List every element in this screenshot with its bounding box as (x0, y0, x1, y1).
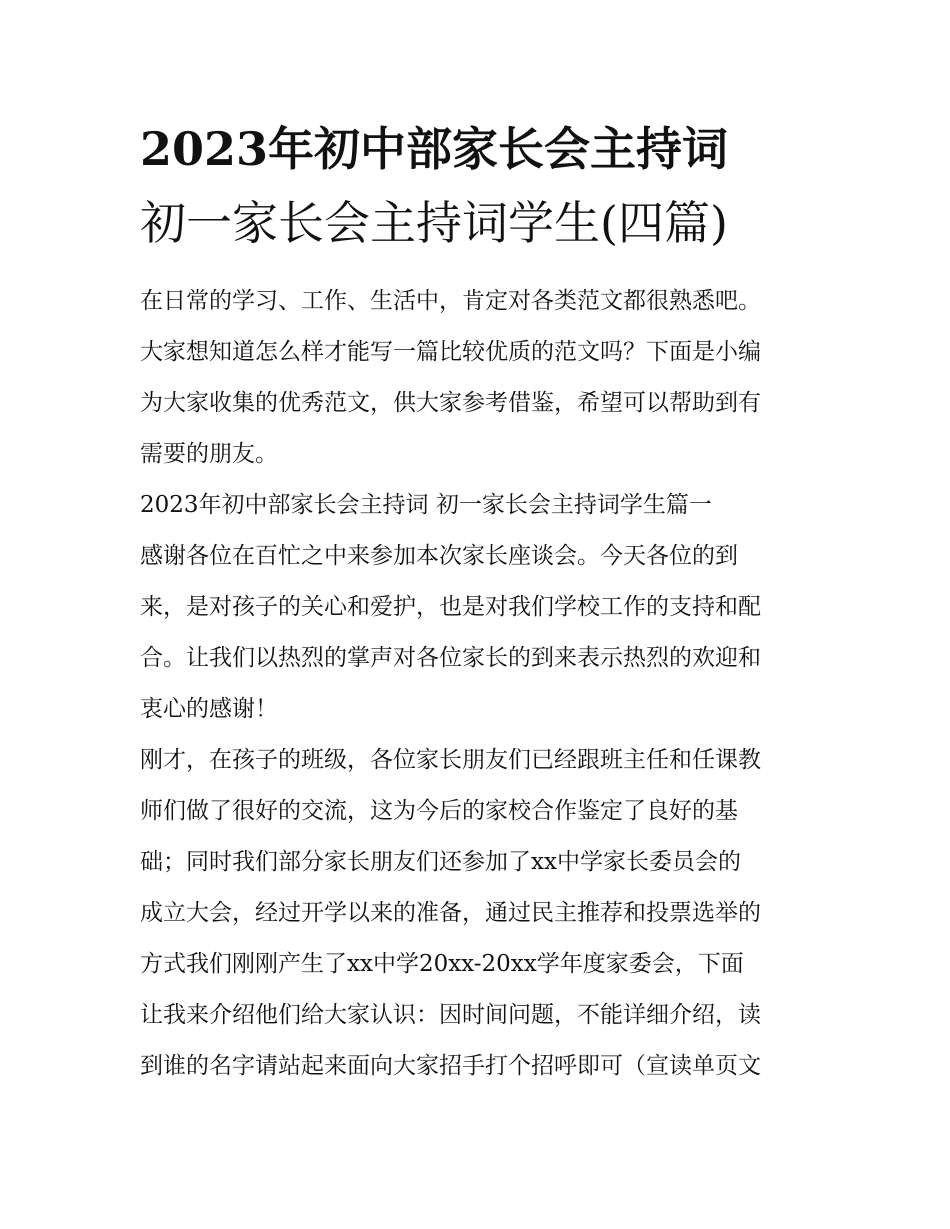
section-heading (140, 480, 812, 531)
document-title (140, 112, 820, 260)
text-line: 让我来介绍他们给大家认识：因时间问题，不能详细介绍，读 (140, 1002, 761, 1028)
text-line: 感谢各位在百忙之中来参加本次家长座谈会。今天各位的到 (140, 543, 738, 569)
text-line: 成立大会，经过开学以来的准备，通过民主推荐和投票选举的 (140, 900, 761, 926)
text-line: 刚才，在孩子的班级，各位家长朋友们已经跟班主任和任课教 (140, 747, 761, 773)
text-line: 需要的朋友。 (140, 441, 278, 467)
text-line: 合。让我们以热烈的掌声对各位家长的到来表示热烈的欢迎和 (140, 645, 761, 671)
title-line-1: 2023年初中部家长会主持词 (140, 122, 729, 176)
text-line: 2023年初中部家长会主持词 初一家长会主持词学生篇一 (140, 492, 712, 518)
text-line: 到谁的名字请站起来面向大家招手打个招呼即可（宣读单页文 (140, 1053, 761, 1079)
text-line: 方式我们刚刚产生了xx中学20xx-20xx学年度家委会，下面 (140, 951, 744, 977)
document-body (140, 276, 812, 1092)
paragraph-thanks (140, 531, 812, 735)
paragraph-committee (140, 735, 812, 1092)
text-line: 大家想知道怎么样才能写一篇比较优质的范文吗？下面是小编 (140, 339, 761, 365)
text-line: 础；同时我们部分家长朋友们还参加了xx中学家长委员会的 (140, 849, 741, 875)
paragraph-intro (140, 276, 812, 480)
title-line-2: 初一家长会主持词学生(四篇) (140, 196, 728, 250)
text-line: 衷心的感谢！ (140, 696, 278, 722)
text-line: 为大家收集的优秀范文，供大家参考借鉴，希望可以帮助到有 (140, 390, 761, 416)
text-line: 来，是对孩子的关心和爱护，也是对我们学校工作的支持和配 (140, 594, 761, 620)
text-line: 在日常的学习、工作、生活中，肯定对各类范文都很熟悉吧。 (140, 288, 761, 314)
text-line: 师们做了很好的交流，这为今后的家校合作鉴定了良好的基 (140, 798, 738, 824)
